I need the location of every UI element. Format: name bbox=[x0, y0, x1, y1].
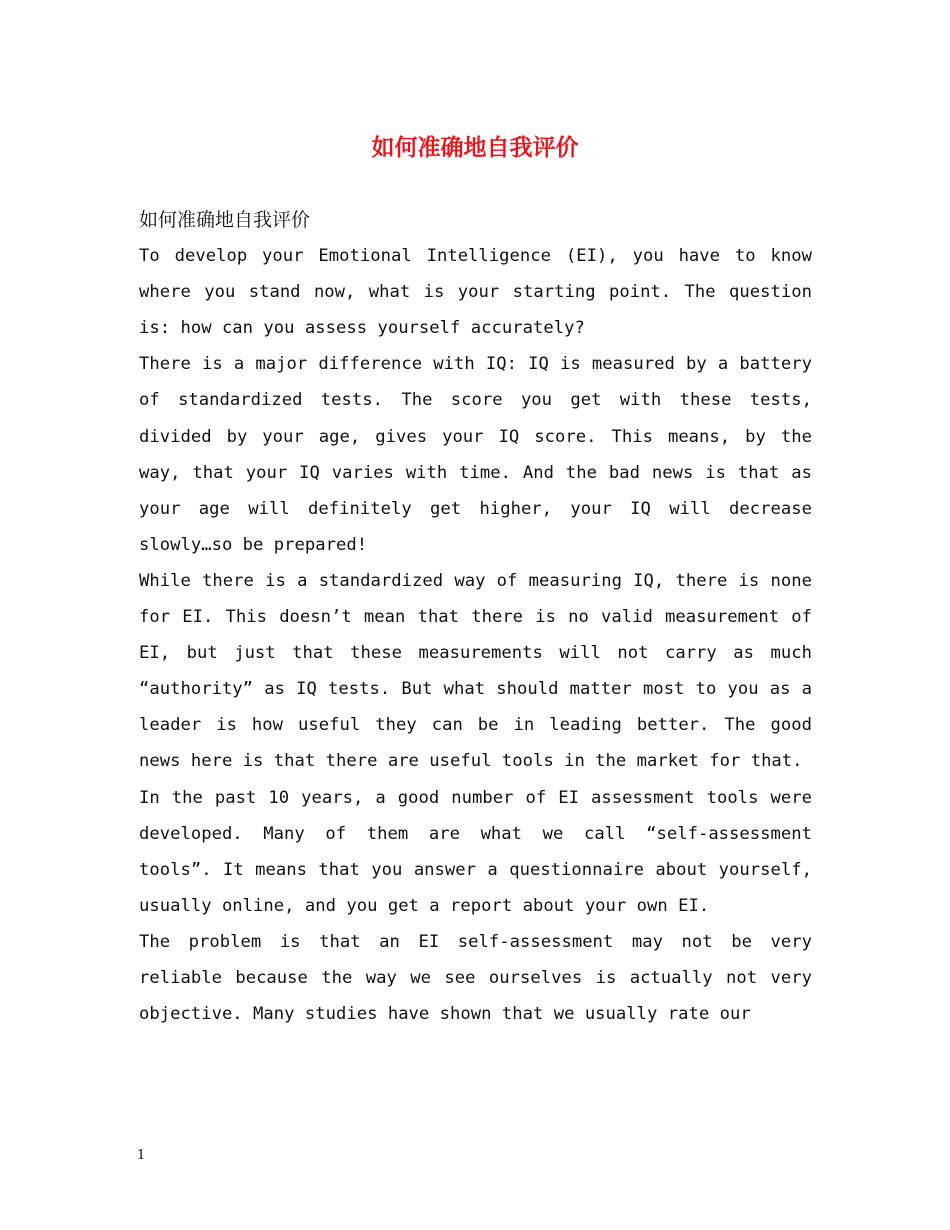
document-subtitle: 如何准确地自我评价 bbox=[139, 209, 311, 231]
page-number: 1 bbox=[137, 1148, 146, 1163]
paragraph-1: To develop your Emotional Intelligence (EI), you have to know where you stand now, what is your starting point. The question is: how can you assess yourself accurately? bbox=[139, 246, 812, 339]
paragraph-5: The problem is that an EI self-assessment may not be very reliable because the way we see ourselves is actually not very objective. Many studies have shown that we usually rate our bbox=[139, 931, 812, 1025]
paragraph-4: In the past 10 years, a good number of EI assessment tools were developed. Many of them are what we call “self-assessment tools”. It means that you answer a questionnaire about yourself, usually online, and you get a report about your own EI. bbox=[139, 787, 812, 916]
document-title: 如何准确地自我评价 bbox=[371, 134, 579, 161]
paragraph-3: While there is a standardized way of measuring IQ, there is none for EI. This doesn’t mean that there is no valid measurement of EI, but just that these measurements will not carry as much “authority” as IQ tests. But what should matter most to you as a leader is how useful they can be in leading better. The good news here is that there are useful tools in the market for that. bbox=[139, 570, 812, 772]
paragraph-2: There is a major difference with IQ: IQ is measured by a battery of standardized tests. The score you get with these tests, divided by your age, gives your IQ score. This means, by the way, that your IQ varies with time. And the bad news is that as your age will definitely get higher, your IQ will decrease slowly…so be prepared! bbox=[139, 354, 812, 555]
document-body bbox=[139, 202, 812, 1032]
